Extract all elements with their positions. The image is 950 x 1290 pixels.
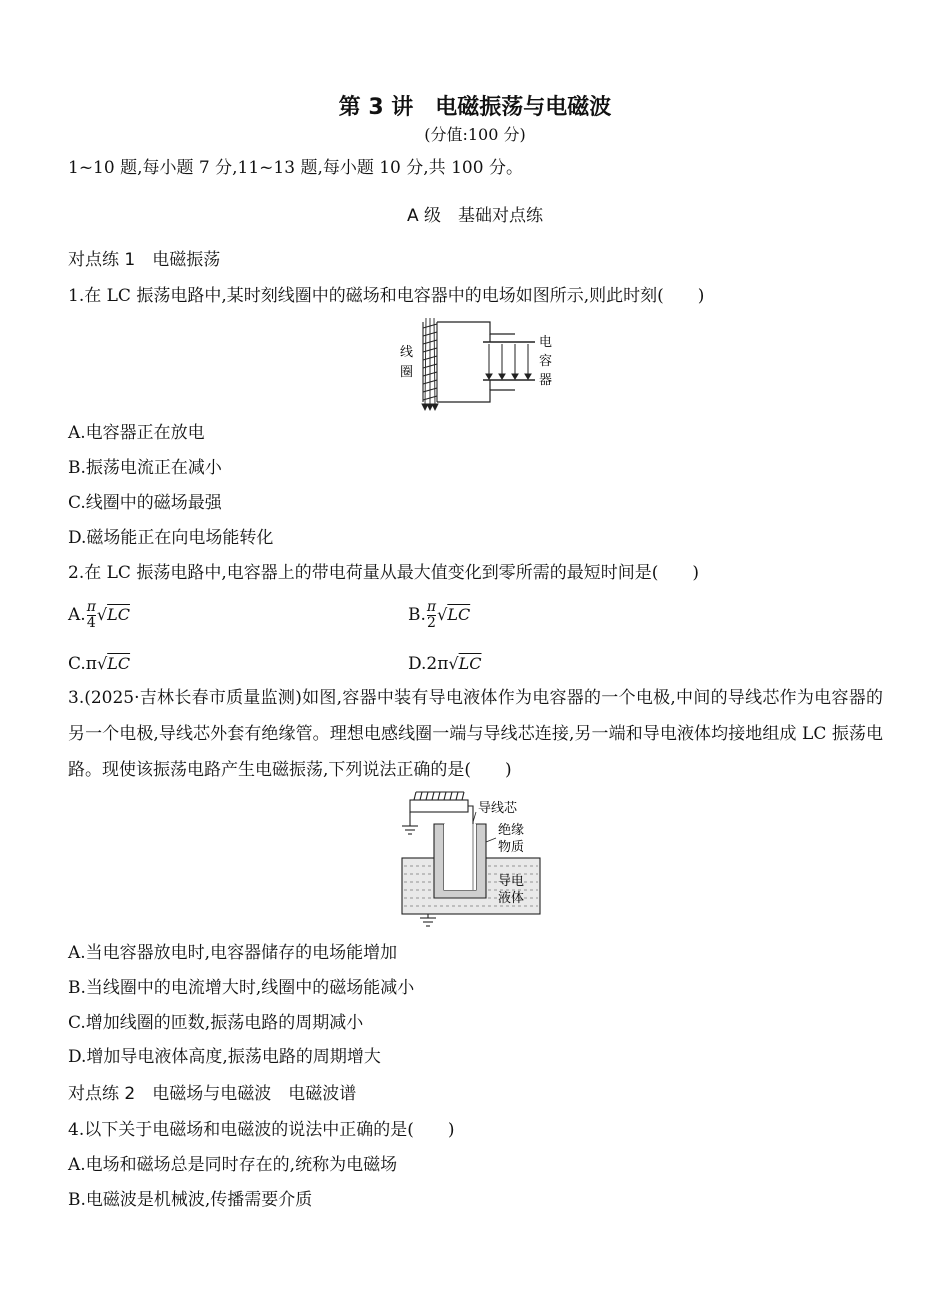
section-2-heading: 对点练 2 电磁场与电磁波 电磁波谱 — [68, 1084, 357, 1104]
q3-option-c: C.增加线圈的匝数,振荡电路的周期减小 — [68, 1013, 364, 1033]
label-insulation-1: 绝缘 — [498, 823, 525, 838]
level-heading: A 级 基础对点练 — [406, 206, 544, 226]
q3-stem: 3.(2025·吉林长春市质量监测)如图,容器中装有导电液体作为电容器的一个电极,中间的导线芯作为电容器的另一个电极,导线芯外套有绝缘管。理想电感线圈一端与导线芯连接,另一端和导电液体均接地组成 LC 振荡电路。现使该振荡电路产生电磁振荡,下列说法正确的是( ) — [68, 688, 883, 780]
score-note: (分值:100 分) — [424, 125, 526, 144]
page-title: 第 3 讲 电磁振荡与电磁波 — [338, 95, 612, 120]
q3-option-a: A.当电容器放电时,电容器储存的电场能增加 — [68, 943, 398, 963]
q1-stem: 1.在 LC 振荡电路中,某时刻线圈中的磁场和电容器中的电场如图所示,则此时刻( ) — [68, 286, 705, 306]
label-liquid-1: 导电 — [498, 874, 525, 889]
q2-option-b: B. $\frac{\pi}{2}$ √LC — [408, 599, 471, 631]
intro-line: 1~10 题,每小题 7 分,11~13 题,每小题 10 分,共 100 分。 — [68, 158, 523, 178]
q1-option-c: C.线圈中的磁场最强 — [68, 493, 222, 513]
q3-option-b: B.当线圈中的电流增大时,线圈中的磁场能减小 — [68, 978, 415, 998]
q2-option-d: D.2π√LC — [408, 654, 482, 674]
q4-option-b: B.电磁波是机械波,传播需要介质 — [68, 1190, 313, 1210]
q2-option-a: A. $\frac{\pi}{4}$ √LC — [68, 599, 130, 631]
label-liquid-2: 液体 — [498, 891, 525, 906]
q2-option-c: C.π√LC — [68, 654, 131, 674]
q1-option-d: D.磁场能正在向电场能转化 — [68, 528, 274, 548]
liquid-capacitor-figure — [398, 786, 546, 928]
q3-option-d: D.增加导电液体高度,振荡电路的周期增大 — [68, 1047, 381, 1067]
cap-label-3: 器 — [539, 373, 553, 388]
section-1-heading: 对点练 1 电磁振荡 — [68, 250, 221, 270]
label-core: 导线芯 — [478, 801, 518, 816]
q2-stem: 2.在 LC 振荡电路中,电容器上的带电荷量从最大值变化到零所需的最短时间是( ) — [68, 563, 699, 583]
cap-label-1: 电 — [539, 335, 553, 350]
cap-label-2: 容 — [539, 354, 553, 369]
label-insulation-2: 物质 — [498, 840, 525, 855]
q1-option-a: A.电容器正在放电 — [68, 423, 205, 443]
q4-stem: 4.以下关于电磁场和电磁波的说法中正确的是( ) — [68, 1120, 455, 1140]
q4-option-a: A.电场和磁场总是同时存在的,统称为电磁场 — [68, 1155, 398, 1175]
coil-label-2: 圈 — [400, 365, 414, 380]
q1-option-b: B.振荡电流正在减小 — [68, 458, 222, 478]
coil-label-1: 线 — [400, 345, 414, 360]
lc-circuit-figure — [395, 318, 565, 412]
